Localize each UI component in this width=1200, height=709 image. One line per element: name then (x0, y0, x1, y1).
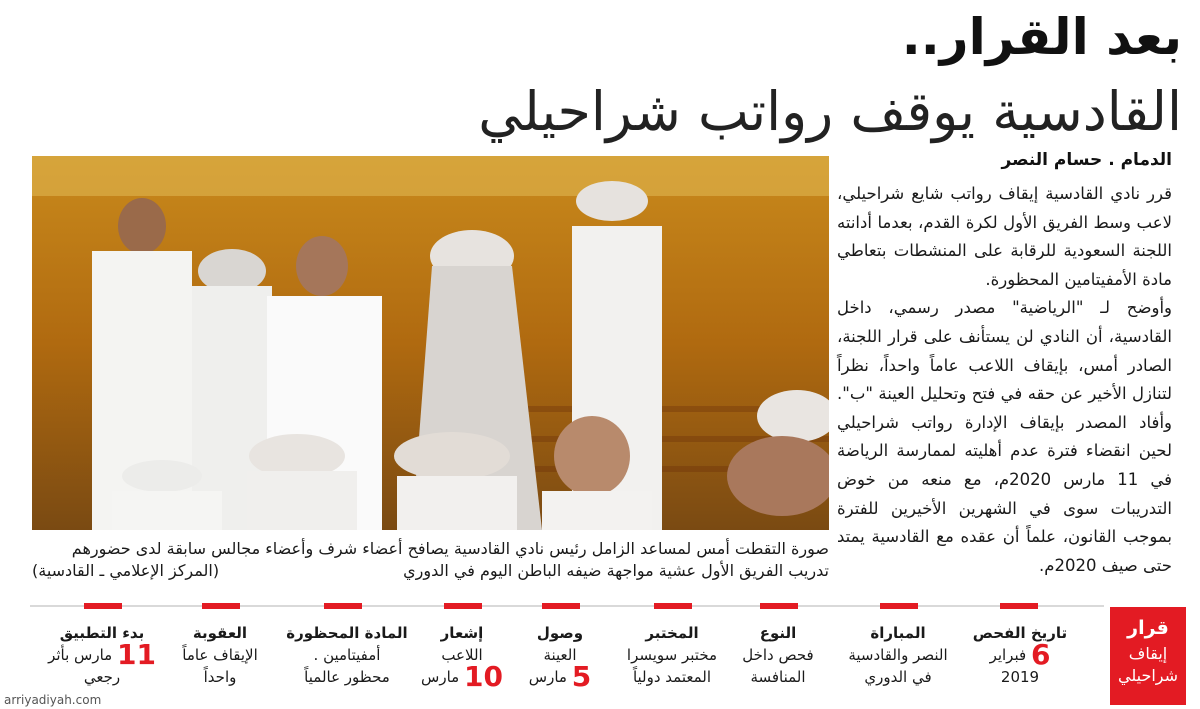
timeline-marker (880, 603, 918, 609)
site-url: arriyadiyah.com (4, 693, 102, 707)
news-photo (32, 156, 829, 530)
tag-subtitle: إيقاف شراحيلي (1117, 644, 1179, 685)
timeline-day: 10 (463, 660, 503, 693)
timeline-marker (654, 603, 692, 609)
timeline-line3: في الدوري (864, 668, 932, 686)
timeline-marker (324, 603, 362, 609)
timeline-item-type (718, 622, 838, 688)
kicker-title: بعد القرار.. (901, 8, 1182, 66)
timeline-line2: اللاعب (441, 646, 483, 664)
timeline-line2: النصر والقادسية (848, 646, 948, 664)
photo-caption (32, 538, 829, 582)
timeline-line2: مختبر سويسرا (626, 646, 718, 664)
timeline-label: بدء التطبيق (59, 624, 145, 642)
timeline-marker (542, 603, 580, 609)
timeline-line2: أمفيتامين . (313, 646, 381, 664)
timeline-line3: واحداً (203, 668, 237, 686)
timeline-line3: المنافسة (750, 668, 806, 686)
timeline-item-penalty (160, 622, 280, 688)
timeline-item-start (42, 622, 162, 688)
timeline-line3: المعتمد دولياً (632, 668, 712, 686)
timeline-label: العقوبة (192, 624, 248, 642)
article-paragraph: وأوضح لـ "الرياضية" مصدر رسمي، داخل القادسية، أن النادي لن يستأنف على قرار اللجنة، الصادر أمس، بإيقاف اللاعب عاماً واحداً، نظراً لتنازل الأخير عن حقه في فتح وتحليل العينة "ب". وأفاد المصدر بإيقاف الإدارة رواتب شراحيلي لحين انقضاء فترة عدم أهليته لممارسة الرياضة في 11 مارس 2020م، مع منعه من خوض التدريبات سوى في الشهرين الأخيرين للفترة بموجب القانون، علماً أن عقده مع القادسية يمتد حتى صيف 2020م. (837, 298, 1172, 575)
timeline-marker (84, 603, 122, 609)
timeline-item-test-date (960, 622, 1080, 688)
timeline-marker (760, 603, 798, 609)
timeline-item-lab (612, 622, 732, 688)
timeline-label: المختبر (645, 624, 699, 642)
timeline-label: وصول (536, 624, 584, 642)
timeline-line2: الإيقاف عاماً (182, 646, 258, 664)
tag-title: قرار (1127, 617, 1169, 639)
timeline-day: 11 (116, 638, 156, 671)
timeline-line3: مارس (421, 668, 460, 686)
timeline-line3: محظور عالمياً (304, 668, 390, 686)
timeline-line3: رجعي (83, 668, 121, 686)
timeline-label: المباراة (870, 624, 926, 642)
timeline-line2: فحص داخل (742, 646, 814, 664)
timeline-line2: مارس بأثر (48, 646, 113, 664)
timeline-marker (202, 603, 240, 609)
timeline-day: 5 (571, 660, 592, 693)
timeline-line2: العينة (543, 646, 577, 664)
timeline-line3: مارس (528, 668, 567, 686)
article-paragraph: قرر نادي القادسية إيقاف رواتب شايع شراحيلي، لاعب وسط الفريق الأول لكرة القدم، بعدما أدانته اللجنة السعودية للرقابة على المنشطات بتعاطي مادة الأمفيتامين المحظورة. (837, 184, 1172, 289)
decision-tag (1110, 607, 1186, 705)
caption-text: صورة التقطت أمس لمساعد الزامل رئيس نادي القادسية يصافح أعضاء شرف وأعضاء مجالس سابقة لدى حضورهم تدريب الفريق الأول عشية مواجهة ضيفه الباطن اليوم في الدوري (71, 539, 829, 580)
timeline-label: المادة المحظورة (286, 624, 408, 642)
timeline-marker (444, 603, 482, 609)
article-body (837, 180, 1172, 580)
headline: القادسية يوقف رواتب شراحيلي (478, 80, 1182, 143)
photo-credit: (المركز الإعلامي ـ القادسية) (32, 561, 220, 580)
timeline-item-substance (282, 622, 412, 688)
timeline-label: النوع (759, 624, 797, 642)
byline: الدمام . حسام النصر (1001, 150, 1172, 170)
timeline-marker (1000, 603, 1038, 609)
timeline-line3: 2019 (1000, 668, 1040, 686)
timeline-line2: فبراير (989, 646, 1027, 664)
timeline-item-match (838, 622, 958, 688)
timeline-item-notice (402, 622, 522, 693)
photo-illustration (32, 156, 829, 530)
timeline-day: 6 (1030, 638, 1051, 671)
timeline-label: إشعار (440, 624, 484, 642)
timeline-label: تاريخ الفحص (972, 624, 1068, 642)
